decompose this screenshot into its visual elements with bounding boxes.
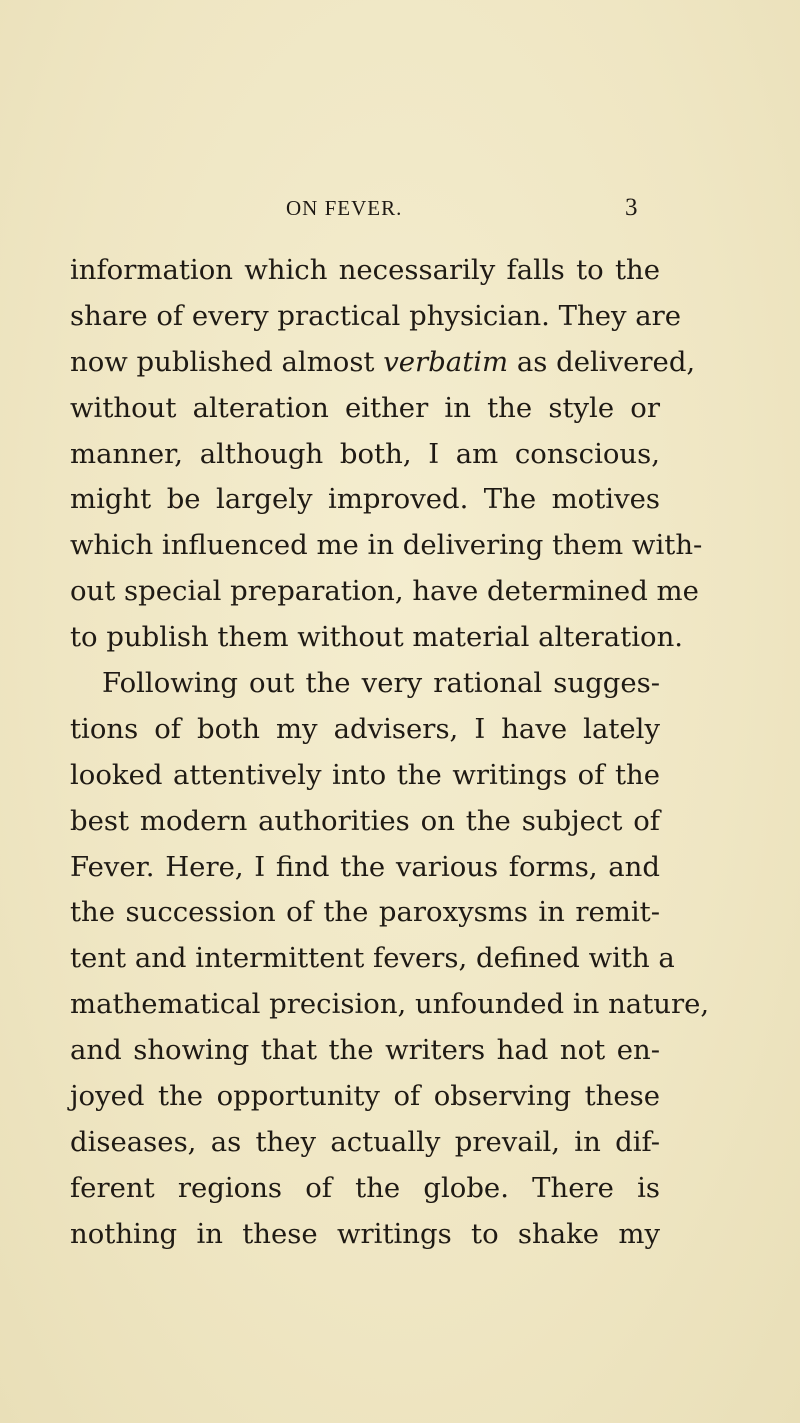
running-title: ON FEVER. xyxy=(286,196,403,220)
emphasis-verbatim: verbatim xyxy=(383,345,509,378)
running-head xyxy=(0,196,800,226)
text-line: tions of both my advisers, I have lately xyxy=(70,712,660,745)
text-line: tent and intermittent fevers, defined with a xyxy=(70,942,675,975)
text-line: might be largely improved. The motives xyxy=(70,483,660,516)
text-line: mathematical precision, unfounded in nature, xyxy=(70,988,710,1021)
text-line: and showing that the writers had not en- xyxy=(70,1034,660,1067)
text-line: Fever. Here, I find the various forms, and xyxy=(70,850,660,883)
text-line: looked attentively into the writings of the xyxy=(70,758,660,791)
text-line: best modern authorities on the subject of xyxy=(70,804,660,837)
text-line: out special preparation, have determined me xyxy=(70,575,699,608)
text-line: joyed the opportunity of observing these xyxy=(70,1080,660,1113)
text-line: without alteration either in the style or xyxy=(70,391,660,424)
text-line: the succession of the paroxysms in remit- xyxy=(70,896,660,929)
text-line: which influenced me in delivering them with- xyxy=(70,529,703,562)
text-line: information which necessarily falls to the xyxy=(70,254,660,286)
text-line: manner, although both, I am conscious, xyxy=(70,437,660,470)
page-number: 3 xyxy=(625,194,638,221)
text-line: Following out the very rational sugges- xyxy=(102,667,660,700)
text-line: ferent regions of the globe. There is xyxy=(70,1171,660,1204)
text-line: share of every practical physician. They are xyxy=(70,299,682,332)
text-line: to publish them without material alteration. xyxy=(70,621,684,654)
text-line: nothing in these writings to shake my xyxy=(70,1217,660,1250)
text-line: now published almost verbatim as delivered, xyxy=(70,345,696,378)
text-line: diseases, as they actually prevail, in dif- xyxy=(70,1125,660,1158)
body-text xyxy=(70,248,710,1258)
